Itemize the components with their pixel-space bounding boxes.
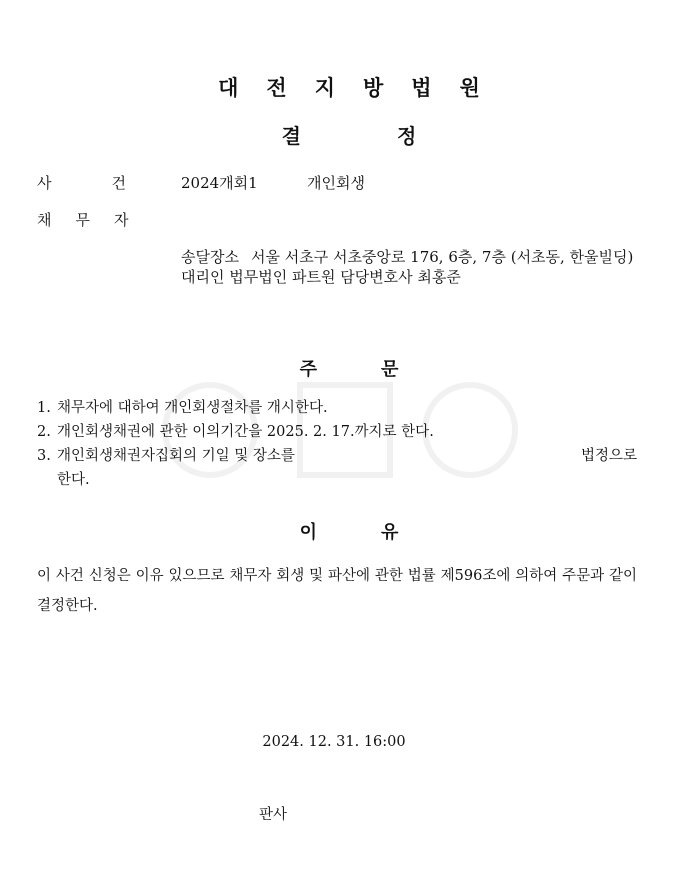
order-item-text: 개인회생채권에 관한 이의기간을 2025. 2. 17.까지로 한다. xyxy=(57,424,434,440)
reason-text: 이 사건 신청은 이유 있으므로 채무자 회생 및 파산에 관한 법률 제596조에 의하여 주문과 같이 결정한다. xyxy=(37,568,637,614)
order-item xyxy=(37,396,637,420)
service-address-label: 송달장소 xyxy=(181,248,239,266)
order-list xyxy=(37,396,637,492)
order-item-text: 개인회생채권자집회의 기일 및 장소를 xyxy=(57,448,295,464)
order-item xyxy=(37,420,637,444)
order-heading: 주문 xyxy=(299,359,463,380)
service-address-line xyxy=(181,247,641,267)
case-name: 개인회생 xyxy=(307,174,365,192)
order-item-number: 3. xyxy=(37,448,51,464)
decision-date: 2024. 12. 31. 16:00 xyxy=(262,734,406,750)
order-item-text: 채무자에 대하여 개인회생절차를 개시한다. xyxy=(57,400,328,416)
reason-heading: 이유 xyxy=(299,522,463,543)
order-item-continuation: 한다. xyxy=(57,472,90,488)
case-number: 2024개회1 xyxy=(181,174,258,192)
court-name: 대전지방법원 xyxy=(218,76,508,100)
order-item xyxy=(37,444,637,468)
debtor-label: 채무자 xyxy=(37,211,153,229)
judge-label: 판사 xyxy=(259,807,288,823)
service-address: 서울 서초구 서초중앙로 176, 6층, 7층 (서초동, 한울빌딩) xyxy=(250,248,634,266)
case-label: 사건 xyxy=(37,174,186,192)
document-type-title: 결정 xyxy=(281,124,513,148)
case-label-row xyxy=(37,172,186,193)
debtor-address-block xyxy=(181,247,641,287)
debtor-label-row xyxy=(37,209,152,230)
order-item-text-wrap xyxy=(57,444,637,468)
debtor-agent: 대리인 법무법인 파트원 담당변호사 최홍준 xyxy=(181,268,461,286)
order-item-number: 2. xyxy=(37,424,51,440)
order-item-text-end: 법정으로 xyxy=(580,448,637,464)
order-item-number: 1. xyxy=(37,400,51,416)
